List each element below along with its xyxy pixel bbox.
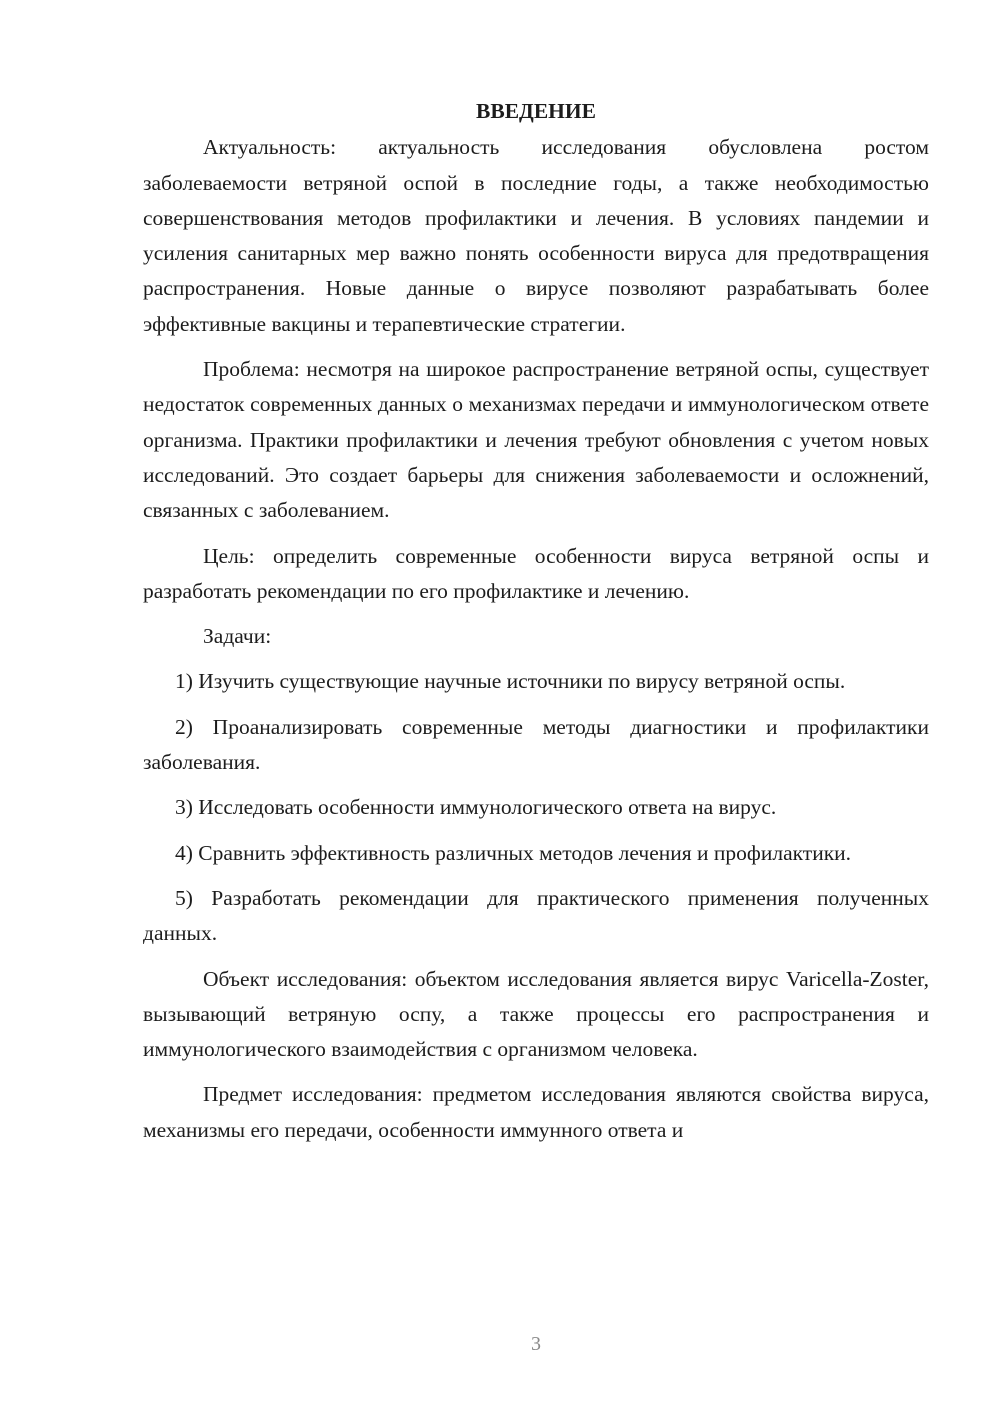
paragraph-tasks-heading: Задачи: [203,624,272,649]
page-number: 3 [531,1333,541,1355]
paragraph-problem: Проблема: несмотря на широкое распространение ветряной оспы, существует недостаток современных данных о механизмах передачи и иммунологическом ответе организма. Практики профилактики и лечения требуют обновления с учетом новых исследований. Это создает барьеры для снижения заболеваемости и осложнений, связанных с заболеванием. [143,357,929,523]
document-body [143,94,929,1158]
task-item-2: 2) Проанализировать современные методы диагностики и профилактики заболевания. [143,714,929,775]
paragraph-relevance: Актуальность: актуальность исследования обусловлена ростом заболеваемости ветряной оспой в последние годы, а также необходимостью совершенствования методов профилактики и лечения. В условиях пандемии и усиления санитарных мер важно понять особенности вируса для предотвращения распространения. Новые данные о вирусе позволяют разрабатывать более эффективные вакцины и терапевтические стратегии. [143,135,929,336]
paragraph-goal: Цель: определить современные особенности вируса ветряной оспы и разработать рекомендации по его профилактике и лечению. [143,543,929,603]
task-item-5: 5) Разработать рекомендации для практического применения полученных данных. [143,885,929,946]
task-item-1: 1) Изучить существующие научные источники по вирусу ветряной оспы. [175,669,846,694]
paragraph-object: Объект исследования: объектом исследования является вирус Varicella-Zoster, вызывающий ветряную оспу, а также процессы его распространения и иммунологического взаимодействия с организмом человека. [143,966,929,1062]
task-item-3: 3) Исследовать особенности иммунологического ответа на вирус. [175,795,777,820]
paragraph-subject: Предмет исследования: предметом исследования являются свойства вируса, механизмы его передачи, особенности иммунного ответа и [143,1082,929,1142]
section-title: ВВЕДЕНИЕ [476,99,596,123]
task-item-4: 4) Сравнить эффективность различных методов лечения и профилактики. [175,840,852,865]
